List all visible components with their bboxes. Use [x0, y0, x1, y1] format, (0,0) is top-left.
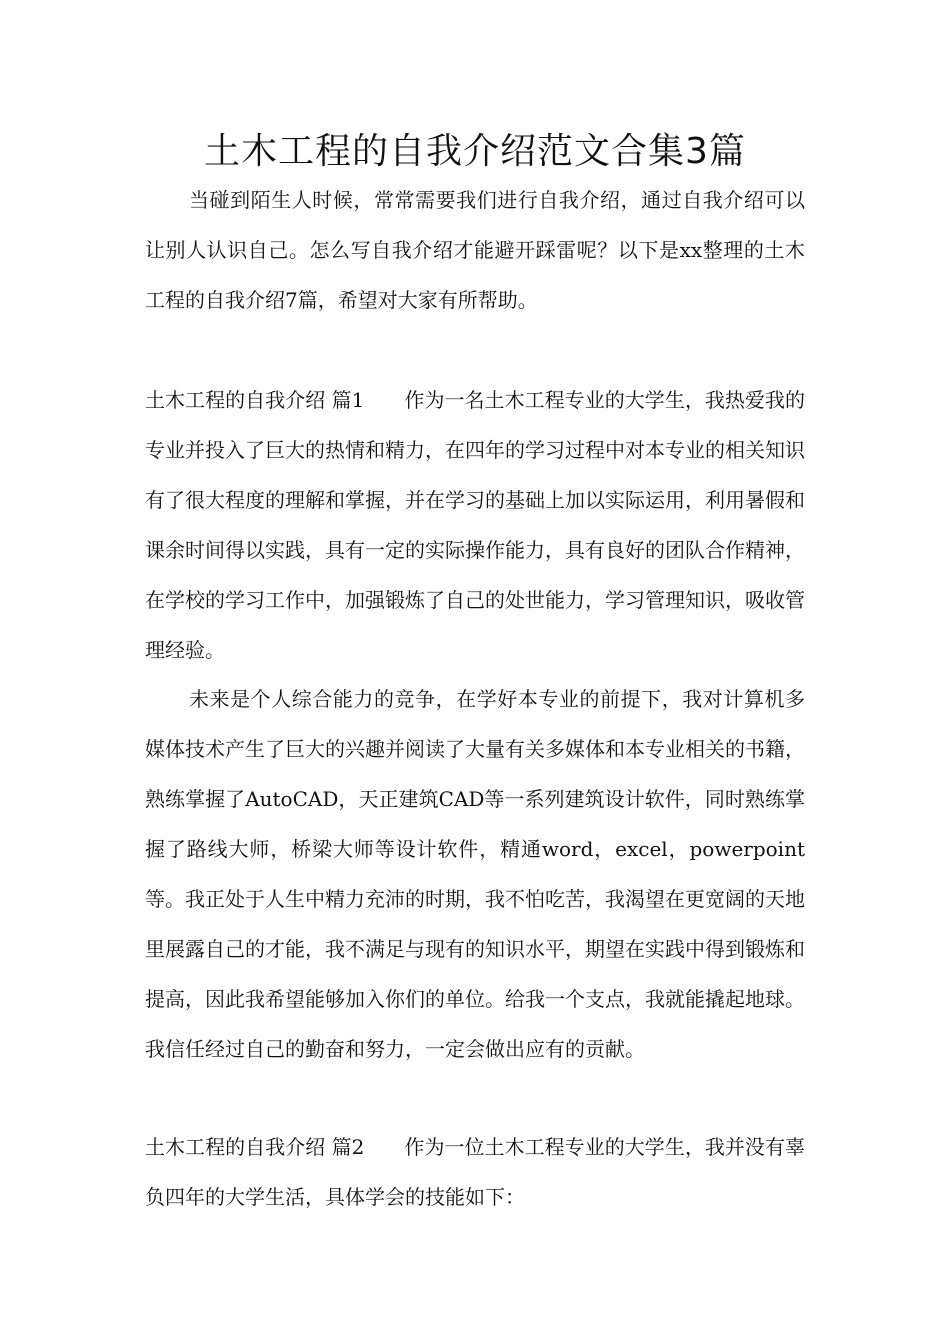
section-1-heading: 土木工程的自我介绍 篇1 — [145, 388, 365, 412]
document-title: 土木工程的自我介绍范文合集3篇 — [204, 131, 746, 172]
section-1-text-1: 作为一名土木工程专业的大学生，我热爱我的专业并投入了巨大的热情和精力，在四年的学习过程中对本专业的相关知识有了很大程度的理解和掌握，并在学习的基础上加以实际运用，利用暑假和课余时间得以实践，具有一定的实际操作能力，具有良好的团队合作精神，在学校的学习工作中，加强锻炼了自己的处世能力，学习管理知识，吸收管理经验。 — [145, 388, 805, 662]
section-2-paragraph-1 — [145, 1122, 805, 1222]
section-1-paragraph-2: 未来是个人综合能力的竞争，在学好本专业的前提下，我对计算机多媒体技术产生了巨大的兴趣并阅读了大量有关多媒体和本专业相关的书籍，熟练掌握了AutoCAD，天正建筑CAD等一系列建筑设计软件，同时熟练掌握了路线大师，桥梁大师等设计软件，精通word，excel，powerpoint等。我正处于人生中精力充沛的时期，我不怕吃苦，我渴望在更宽阔的天地里展露自己的才能，我不满足与现有的知识水平，期望在实践中得到锻炼和提高，因此我希望能够加入你们的单位。给我一个支点，我就能撬起地球。我信任经过自己的勤奋和努力，一定会做出应有的贡献。 — [145, 687, 805, 1061]
intro-paragraph: 当碰到陌生人时候，常常需要我们进行自我介绍，通过自我介绍可以让别人认识自己。怎么写自我介绍才能避开踩雷呢？以下是xx整理的土木工程的自我介绍7篇，希望对大家有所帮助。 — [145, 188, 805, 312]
section-1-paragraph-1 — [145, 375, 805, 675]
section-2-text-1: 作为一位土木工程专业的大学生，我并没有辜负四年的大学生活，具体学会的技能如下： — [145, 1135, 805, 1209]
section-2-heading: 土木工程的自我介绍 篇2 — [145, 1135, 365, 1159]
